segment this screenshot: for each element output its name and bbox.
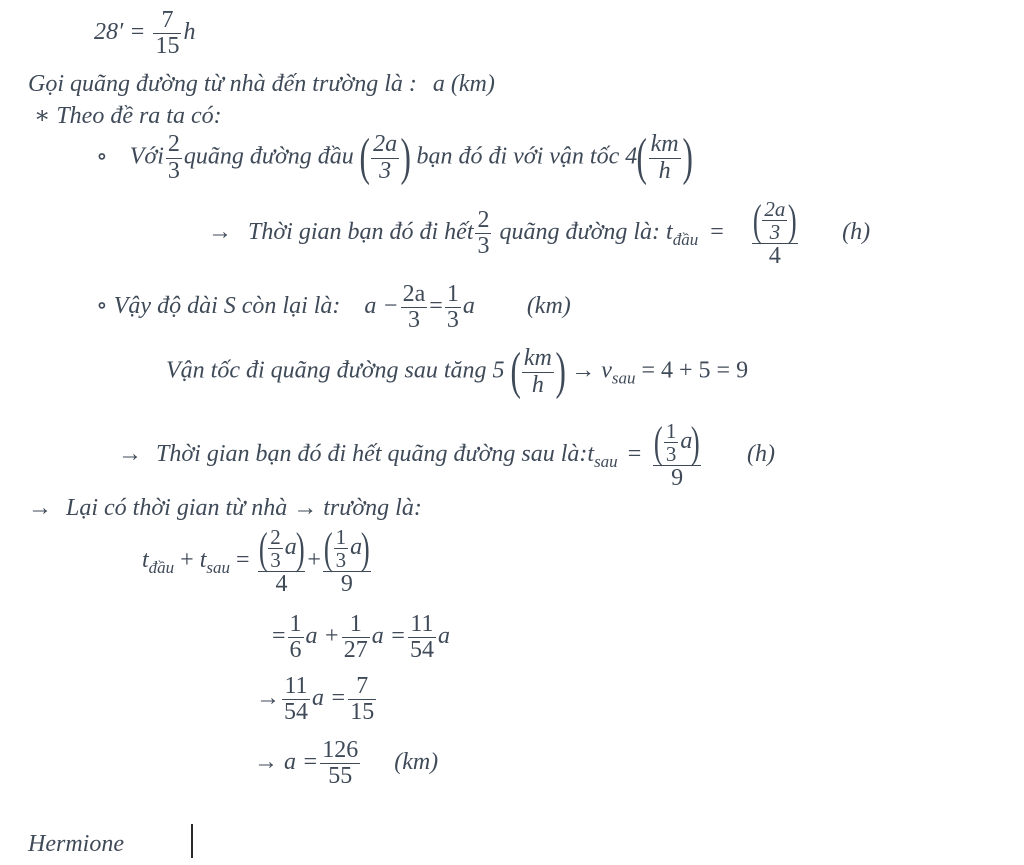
fraction: $\frac{2}{3}$ (167, 131, 180, 184)
unit: (h) (747, 441, 776, 468)
t-var: t (142, 547, 149, 574)
t-var: t (666, 219, 673, 246)
paren: ( (359, 129, 370, 186)
fraction: $\frac{11}{54}$ (284, 673, 308, 726)
paren: ( (323, 523, 333, 573)
hour-var: h (183, 19, 196, 46)
expr: a = (284, 749, 319, 776)
paren: ( (510, 343, 521, 400)
arrow: → (256, 685, 280, 712)
text: Thời gian bạn đó đi hết quãng đường sau là: (156, 441, 588, 468)
bullet: ∘ (96, 143, 108, 170)
text: quãng đường đầu (183, 143, 354, 170)
subscript: sau (611, 368, 636, 388)
t-var: t (199, 547, 207, 574)
arrow: → (118, 441, 142, 468)
fraction: $\frac{2}{3}$ (477, 206, 490, 260)
numerator (323, 523, 371, 573)
v-var: v (601, 357, 612, 384)
text: Vậy độ dài S còn lại là: (113, 293, 341, 320)
paren: ) (295, 523, 305, 573)
total-time-equation (142, 523, 373, 598)
fraction: $\frac{1}{6}$ (289, 611, 302, 664)
fraction: $\frac{2a}{3}$ (764, 197, 786, 245)
numerator (258, 523, 306, 573)
numerator (752, 195, 798, 245)
expr: a + (305, 623, 340, 650)
paren: ( (654, 417, 663, 467)
remaining-distance-line (96, 282, 571, 333)
subscript: đầu (148, 558, 175, 578)
author-name: Hermione (28, 831, 124, 857)
final-answer (254, 738, 438, 789)
text: bạn đó đi với vận tốc 4 (416, 143, 638, 170)
unit: (h) (842, 219, 871, 246)
paren: ) (361, 523, 370, 573)
a-var: a (284, 534, 297, 561)
time-conversion (94, 8, 195, 59)
fraction: $\frac{1}{3}$ (335, 525, 347, 573)
text: quãng đường là: (499, 219, 661, 246)
fraction: $\frac{1}{3}$ (446, 281, 459, 334)
equals: = (236, 547, 250, 574)
text: Với (129, 143, 164, 170)
plus: + (180, 547, 194, 574)
arrow: → (208, 219, 232, 246)
a-var: a (680, 428, 693, 455)
plus: + (307, 547, 321, 574)
expr: a (462, 293, 475, 320)
text-cursor (191, 824, 193, 858)
first-time-line (208, 195, 871, 270)
fraction: $\frac{126}{55}$ (322, 737, 359, 790)
fraction: $\frac{1}{27}$ (343, 611, 368, 664)
bullet: ∘ (96, 293, 108, 320)
arrow: → (293, 495, 318, 521)
equals: = (272, 623, 286, 650)
paren: ) (691, 417, 701, 467)
expr: a = (371, 623, 406, 650)
paren: ) (555, 343, 566, 400)
unit: (km) (394, 749, 439, 776)
fraction: $\frac{1}{3}$ (665, 419, 677, 467)
intro-line (28, 72, 495, 96)
later-speed-line (166, 343, 749, 400)
nested-fraction: ( $\frac{1}{3}$ a) 9 (654, 417, 701, 492)
numerator (653, 417, 701, 467)
fraction: $\frac{km}{h}$ (523, 345, 552, 398)
intro-unit: a (km) (432, 71, 495, 97)
fraction: $\frac{2a}{3}$ (373, 131, 398, 184)
text: Lại có thời gian từ nhà (66, 495, 288, 521)
expr: a = (312, 685, 347, 712)
subscript: sau (594, 452, 618, 472)
t-var: t (587, 441, 595, 468)
equation-step (256, 674, 378, 725)
arrow: → (28, 495, 52, 521)
unit: (km) (526, 293, 571, 320)
equals: = (627, 441, 642, 468)
sum-simplify (272, 612, 450, 663)
paren: ) (400, 129, 412, 186)
subscript: sau (206, 558, 231, 578)
total-time-intro (28, 496, 422, 520)
paren: ) (788, 195, 798, 245)
arrow: → (254, 749, 278, 776)
text: trường là: (323, 495, 422, 521)
nested-fraction: ( $\frac{2a}{3}$ ) 4 (752, 195, 798, 270)
later-time-line (118, 417, 776, 492)
equals: = (710, 219, 724, 246)
fraction: $\frac{2a}{3}$ (402, 281, 426, 334)
equals: = (429, 293, 443, 320)
lhs: 28′ = (94, 19, 146, 46)
fraction: $\frac{7}{15}$ (155, 7, 180, 60)
first-segment-line (96, 129, 693, 186)
expr: a (437, 623, 450, 650)
paren: ( (752, 195, 762, 245)
text: Thời gian bạn đó đi hết (248, 219, 474, 246)
fraction: $\frac{7}{15}$ (350, 673, 375, 726)
nested-fraction: ( $\frac{1}{3}$ a) 9 (323, 523, 370, 598)
paren: ( (636, 129, 648, 186)
intro-text: Gọi quãng đường từ nhà đến trường là : (28, 71, 417, 97)
fraction: $\frac{km}{h}$ (650, 131, 679, 184)
fraction: $\frac{11}{54}$ (409, 611, 434, 664)
fraction: $\frac{2}{3}$ (270, 525, 281, 573)
given-header: ∗ Theo đề ra ta có: (34, 103, 222, 129)
text: Vận tốc đi quãng đường sau tăng 5 (166, 357, 505, 384)
a-var: a (350, 534, 363, 561)
paren: ( (258, 523, 268, 573)
paren: ) (682, 129, 693, 186)
subscript: đầu (672, 230, 699, 250)
expr: = 4 + 5 = 9 (641, 357, 749, 384)
nested-fraction: ( $\frac{2}{3}$ a) 4 (258, 523, 305, 598)
expr: a − (364, 293, 399, 320)
arrow: → (571, 357, 596, 384)
